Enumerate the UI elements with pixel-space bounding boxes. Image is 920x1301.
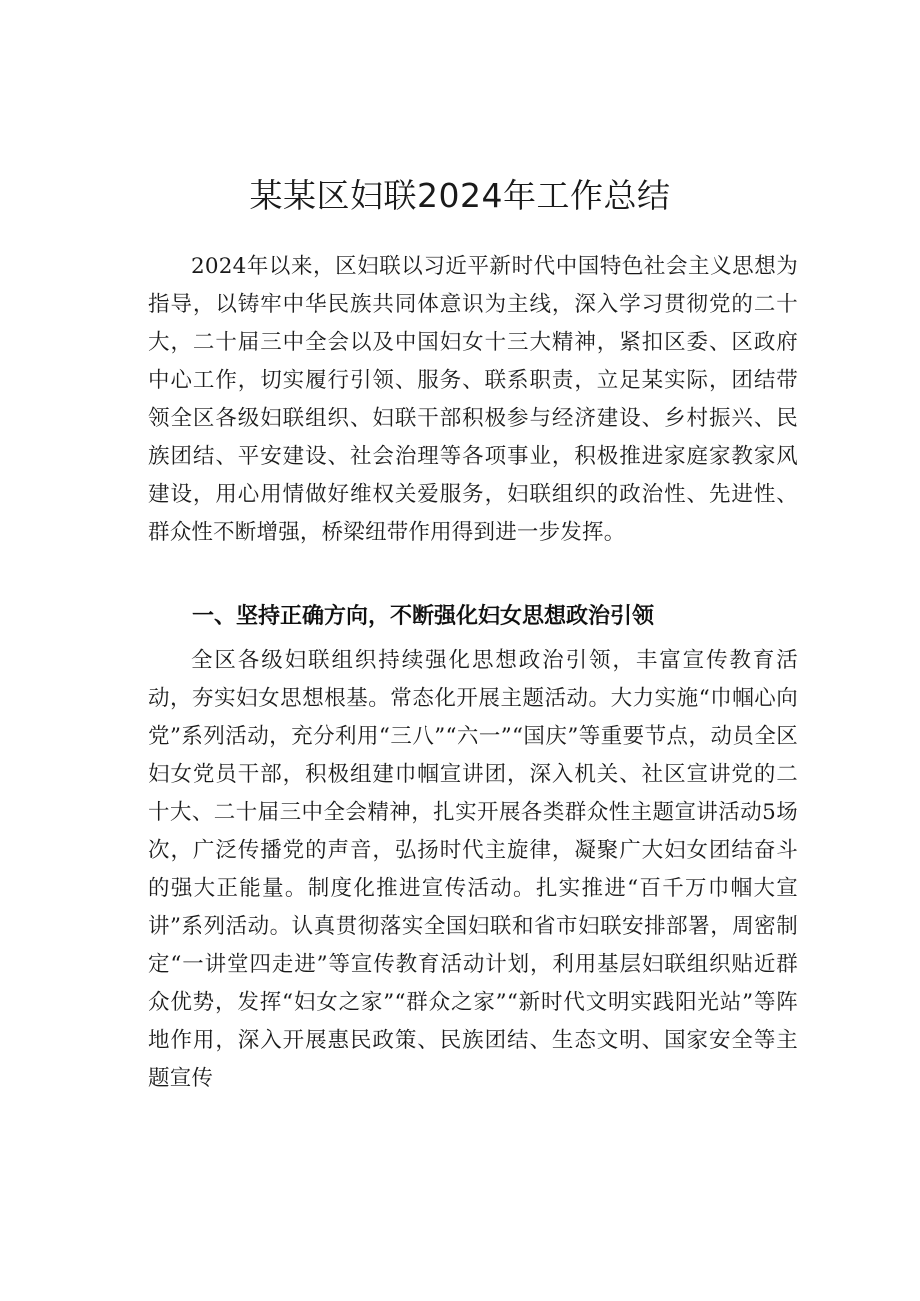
section-paragraph: 全区各级妇联组织持续强化思想政治引领，丰富宣传教育活动，夯实妇女思想根基。常态化开展主题活动。大力实施“巾帼心向党”系列活动，充分利用“三八”“六一”“国庆”等重要节点，动员全区妇女党员干部，积极组建巾帼宣讲团，深入机关、社区宣讲党的二十大、二十届三中全会精神，扎实开展各类群众性主题宣讲活动5场次，广泛传播党的声音，弘扬时代主旋律，凝聚广大妇女团结奋斗的强大正能量。制度化推进宣传活动。扎实推进“百千万巾帼大宣讲”系列活动。认真贯彻落实全国妇联和省市妇联安排部署，周密制定“一讲堂四走进”等宣传教育活动计划，利用基层妇联组织贴近群众优势，发挥“妇女之家”“群众之家”“新时代文明实践阳光站”等阵地作用，深入开展惠民政策、民族团结、生态文明、国家安全等主题宣传 [148,648,798,1091]
document-title: 某某区妇联2024年工作总结 [249,176,671,216]
section-heading: 一、坚持正确方向，不断强化妇女思想政治引领 [192,604,655,629]
intro-paragraph: 2024年以来，区妇联以习近平新时代中国特色社会主义思想为指导，以铸牢中华民族共同体意识为主线，深入学习贯彻党的二十大，二十届三中全会以及中国妇女十三大精神，紧扣区委、区政府中心工作，切实履行引领、服务、联系职责，立足某实际，团结带领全区各级妇联组织、妇联干部积极参与经济建设、乡村振兴、民族团结、平安建设、社会治理等各项事业，积极推进家庭家教家风建设，用心用情做好维权关爱服务，妇联组织的政治性、先进性、群众性不断增强，桥梁纽带作用得到进一步发挥。 [148,254,798,545]
